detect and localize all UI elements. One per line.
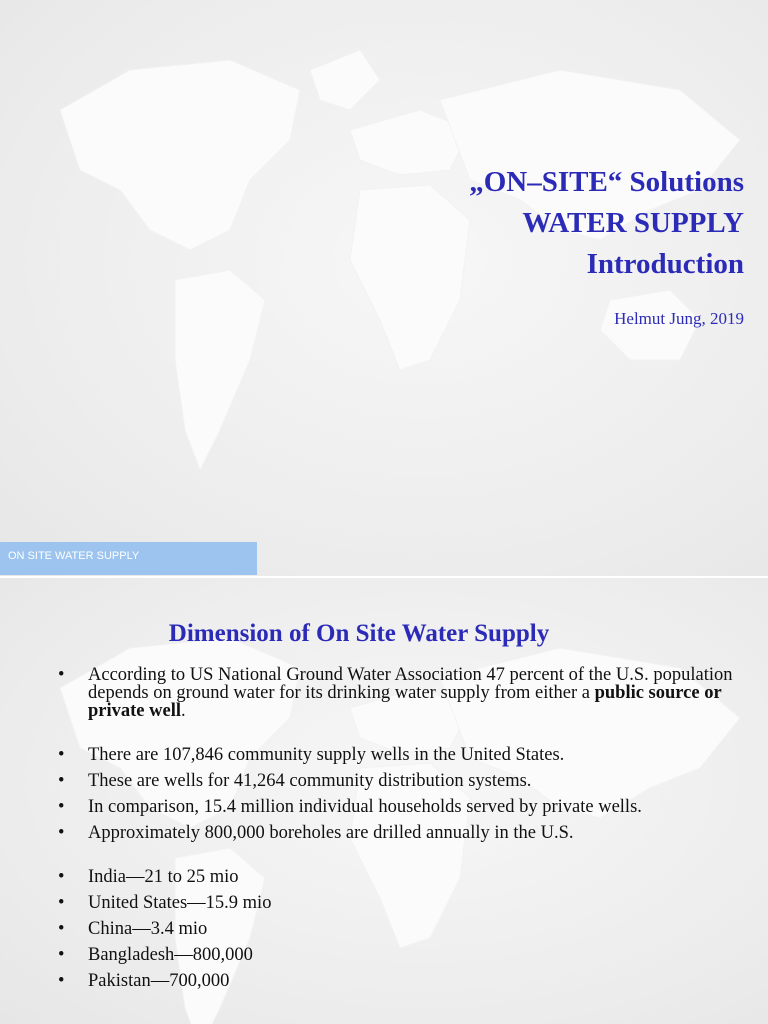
bullet-item: • Pakistan—700,000	[56, 972, 736, 990]
bullet-item: • China—3.4 mio	[56, 920, 736, 938]
bullet-item: • United States—15.9 mio	[56, 894, 736, 912]
bullet-item: • In comparison, 15.4 million individual households served by private wells.	[56, 798, 736, 816]
bold-phrase: public source or private well	[88, 683, 722, 721]
content-slide	[0, 578, 768, 1024]
title-line-1: „ON–SITE“ Solutions	[469, 166, 744, 198]
author-line: Helmut Jung, 2019	[614, 309, 744, 328]
bullet-item: • India—21 to 25 mio	[56, 868, 736, 886]
title-line-2: WATER SUPPLY	[522, 207, 744, 239]
bullet-item: • There are 107,846 community supply wells in the United States.	[56, 746, 736, 764]
bullet-item: • According to US National Ground Water Association 47 percent of the U.S. population depends on ground water for its drinking water supply from either a public source or private well.	[56, 666, 736, 720]
bullet-item: • These are wells for 41,264 community distribution systems.	[56, 772, 736, 790]
slide-title: Dimension of On Site Water Supply	[168, 620, 550, 647]
bullet-item: • Bangladesh—800,000	[56, 946, 736, 964]
presentation-title	[469, 162, 744, 285]
title-line-3: Introduction	[586, 248, 744, 280]
footer-label: ON SITE WATER SUPPLY	[8, 550, 140, 562]
footer-bar	[0, 542, 257, 575]
bullet-item: • Approximately 800,000 boreholes are drilled annually in the U.S.	[56, 824, 736, 842]
bullet-list	[56, 666, 736, 998]
